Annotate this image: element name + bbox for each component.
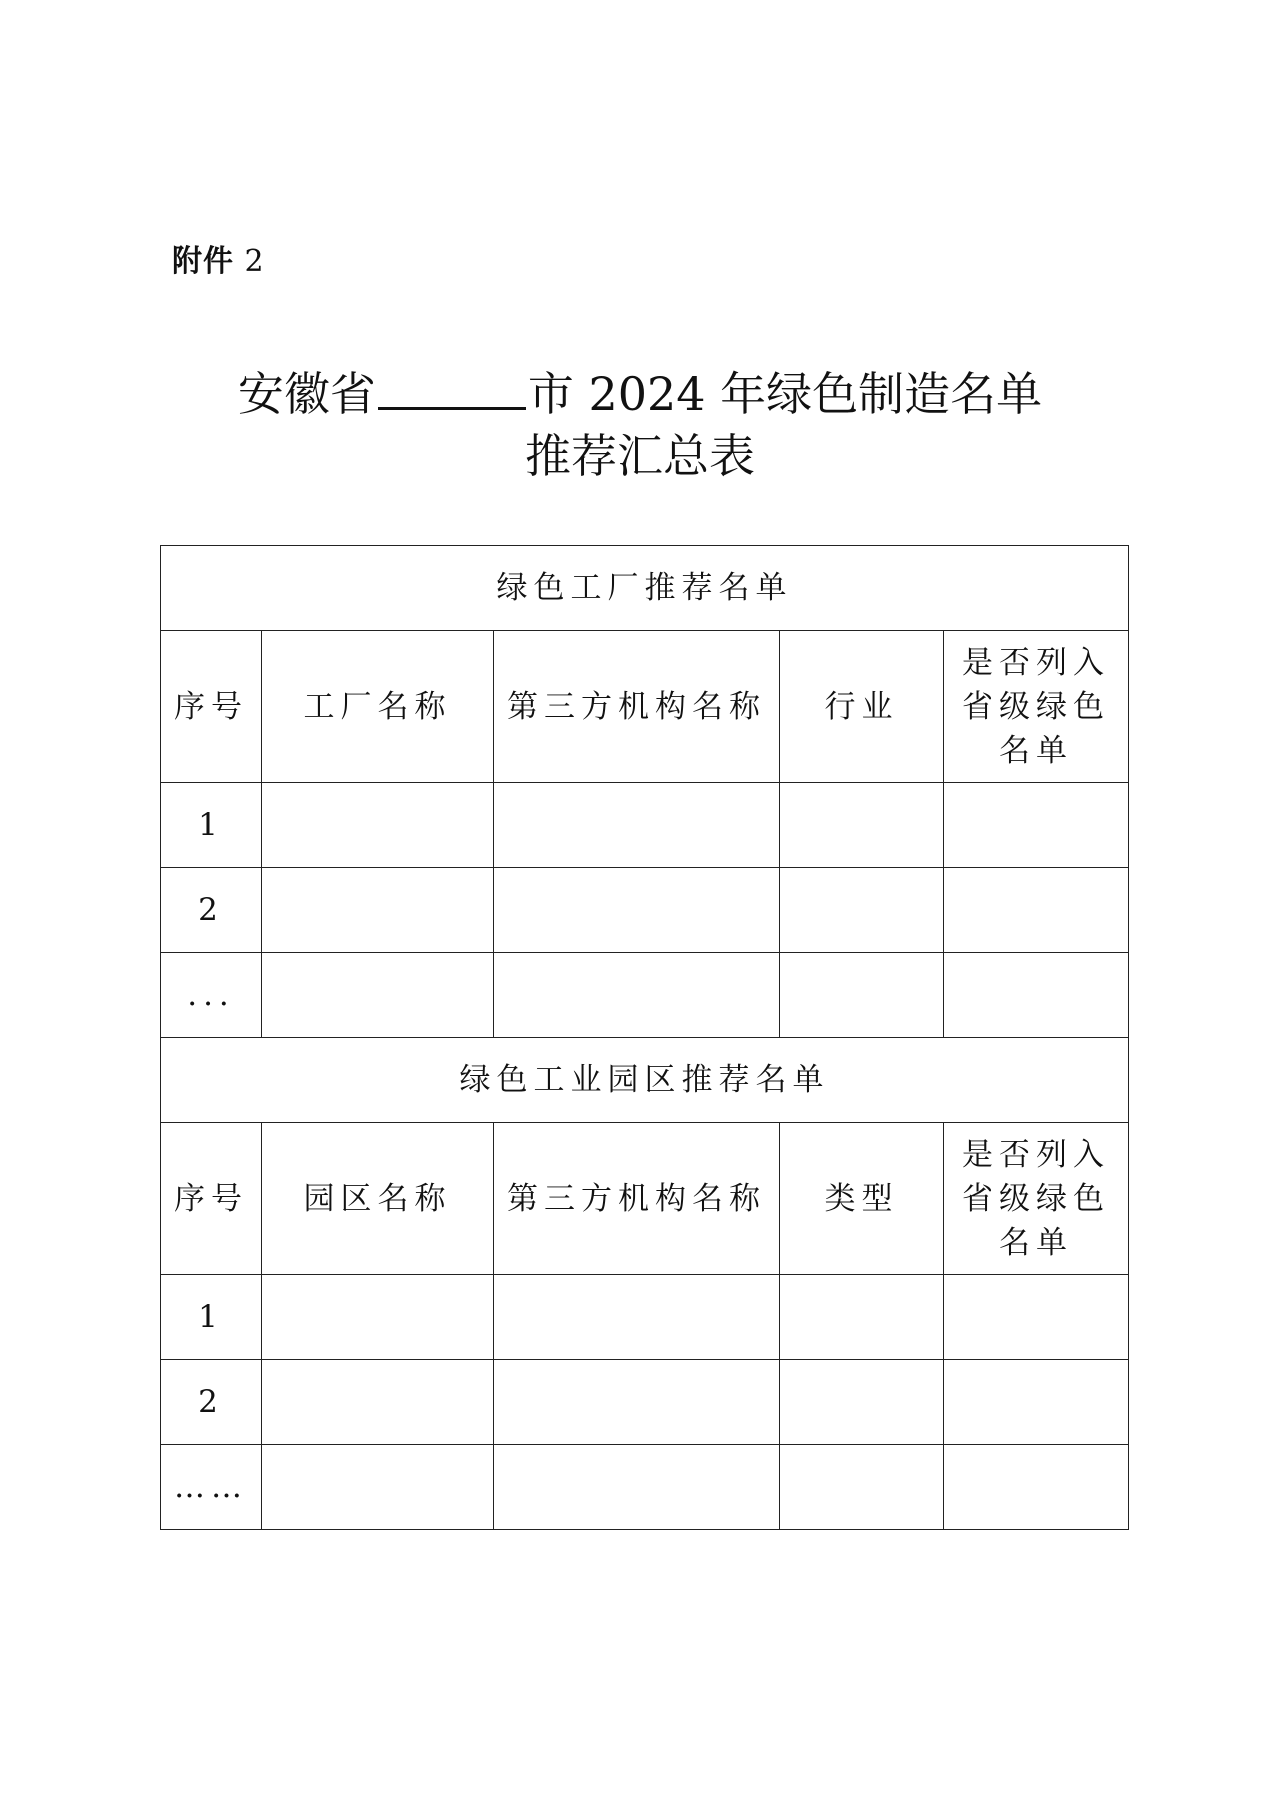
col-header-industry: 行业 <box>780 631 944 783</box>
city-blank <box>378 367 526 410</box>
third-party-cell[interactable] <box>494 1275 780 1360</box>
attachment-label <box>172 236 265 280</box>
row-index: 2 <box>161 868 262 953</box>
attachment-number: 2 <box>244 244 265 279</box>
type-cell[interactable] <box>780 1360 944 1445</box>
row-index: …… <box>161 1445 262 1530</box>
row-index: ... <box>161 953 262 1038</box>
provincial-line3: 名单 <box>999 1224 1074 1261</box>
table-row <box>161 868 1129 953</box>
title-prefix: 安徽省 <box>237 367 376 421</box>
provincial-cell[interactable] <box>944 868 1129 953</box>
table-row <box>161 783 1129 868</box>
col-header-factory-name: 工厂名称 <box>262 631 494 783</box>
third-party-cell[interactable] <box>494 953 780 1038</box>
recommendation-table <box>160 545 1129 1530</box>
document-title-line2: 推荐汇总表 <box>525 429 755 483</box>
document-title-line1 <box>0 362 1280 426</box>
park-name-cell[interactable] <box>262 1445 494 1530</box>
park-name-cell[interactable] <box>262 1275 494 1360</box>
provincial-line2: 省级绿色 <box>962 688 1111 725</box>
factory-name-cell[interactable] <box>262 868 494 953</box>
provincial-line2: 省级绿色 <box>962 1180 1111 1217</box>
park-name-cell[interactable] <box>262 1360 494 1445</box>
type-cell[interactable] <box>780 1275 944 1360</box>
industry-cell[interactable] <box>780 953 944 1038</box>
provincial-cell[interactable] <box>944 1445 1129 1530</box>
factory-name-cell[interactable] <box>262 953 494 1038</box>
row-index: 2 <box>161 1360 262 1445</box>
attachment-text: 附件 <box>172 244 234 279</box>
provincial-cell[interactable] <box>944 783 1129 868</box>
park-section-row <box>161 1038 1129 1123</box>
third-party-cell[interactable] <box>494 1445 780 1530</box>
provincial-line1: 是否列入 <box>962 1136 1111 1173</box>
provincial-cell[interactable] <box>944 1275 1129 1360</box>
col-header-type: 类型 <box>780 1123 944 1275</box>
factory-header-row <box>161 631 1129 783</box>
provincial-line3: 名单 <box>999 732 1074 769</box>
third-party-cell[interactable] <box>494 868 780 953</box>
type-cell[interactable] <box>780 1445 944 1530</box>
col-header-third-party: 第三方机构名称 <box>494 1123 780 1275</box>
col-header-index: 序号 <box>161 1123 262 1275</box>
third-party-cell[interactable] <box>494 1360 780 1445</box>
table-row <box>161 953 1129 1038</box>
provincial-cell[interactable] <box>944 953 1129 1038</box>
row-index: 1 <box>161 1275 262 1360</box>
industry-cell[interactable] <box>780 783 944 868</box>
factory-name-cell[interactable] <box>262 783 494 868</box>
col-header-park-name: 园区名称 <box>262 1123 494 1275</box>
col-header-provincial-list <box>944 631 1129 783</box>
col-header-third-party: 第三方机构名称 <box>494 631 780 783</box>
park-section-heading: 绿色工业园区推荐名单 <box>161 1038 1129 1123</box>
table-row <box>161 1275 1129 1360</box>
industry-cell[interactable] <box>780 868 944 953</box>
table-row <box>161 1360 1129 1445</box>
title-suffix: 市 2024 年绿色制造名单 <box>527 367 1043 421</box>
park-header-row <box>161 1123 1129 1275</box>
third-party-cell[interactable] <box>494 783 780 868</box>
factory-section-heading: 绿色工厂推荐名单 <box>161 546 1129 631</box>
col-header-index: 序号 <box>161 631 262 783</box>
table-row <box>161 1445 1129 1530</box>
factory-section-row <box>161 546 1129 631</box>
row-index: 1 <box>161 783 262 868</box>
provincial-line1: 是否列入 <box>962 644 1111 681</box>
col-header-provincial-list <box>944 1123 1129 1275</box>
provincial-cell[interactable] <box>944 1360 1129 1445</box>
